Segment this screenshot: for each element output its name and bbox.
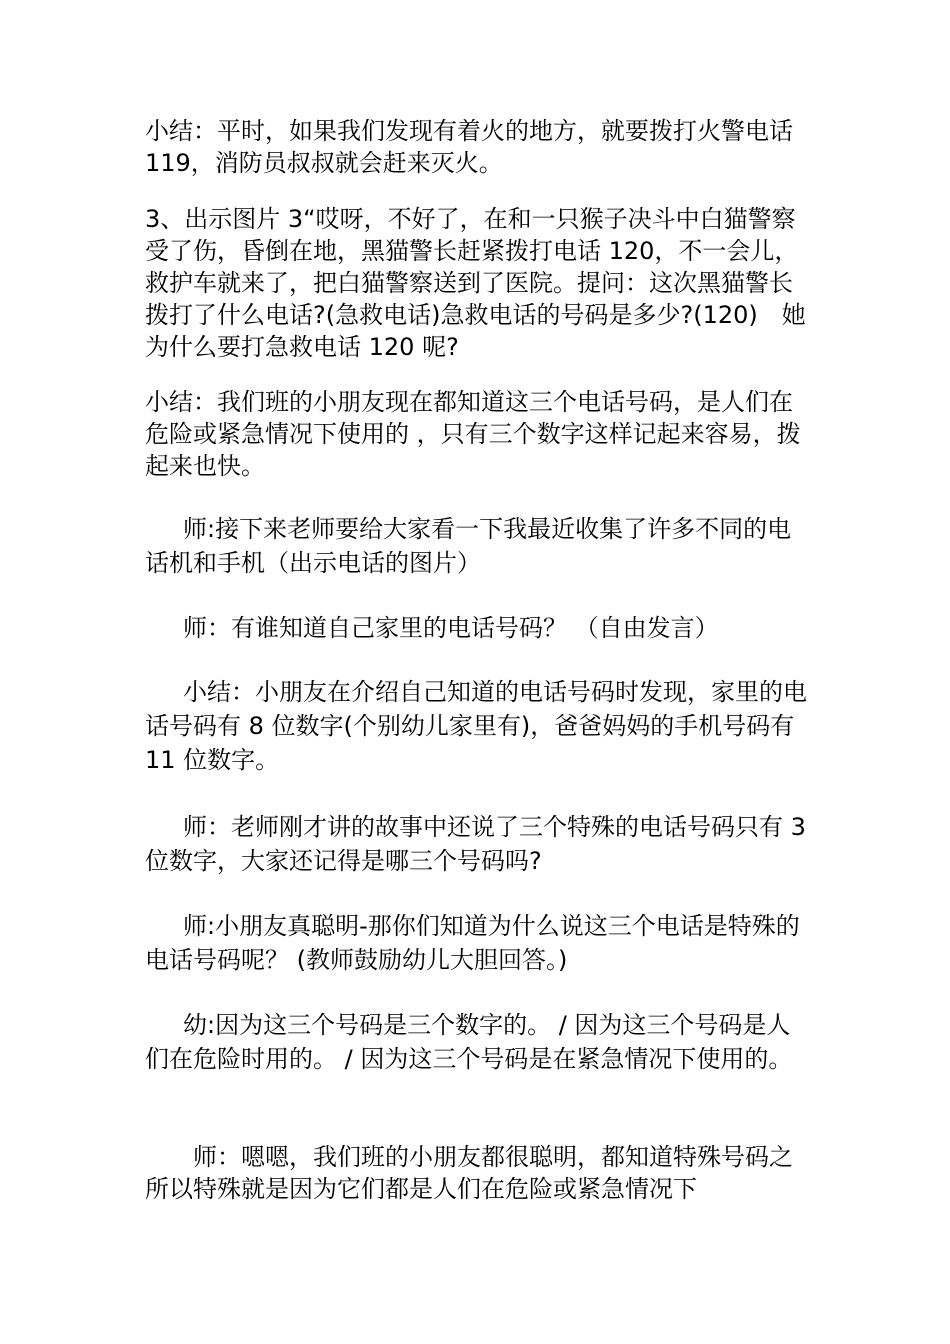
paragraph-summary-fire: 小结：平时，如果我们发现有着火的地方，就要拨打火警电话 119，消防员叔叔就会赶来灭火。: [145, 117, 793, 177]
paragraph-teacher-phones: 师:接下来老师要给大家看一下我最近收集了许多不同的电话机和手机（出示电话的图片）: [145, 515, 792, 577]
paragraph-teacher-conclusion: 师：嗯嗯，我们班的小朋友都很聪明，都知道特殊号码之所以特殊就是因为它们都是人们在危险或紧急情况下: [145, 1143, 793, 1203]
paragraph-summary-three-numbers: 小结：我们班的小朋友现在都知道这三个电话号码，是人们在危险或紧急情况下使用的 ，只有三个数字这样记起来容易，拨起来也快。: [145, 388, 801, 480]
paragraph-summary-digits: 小结：小朋友在介绍自己知道的电话号码时发现，家里的电话号码有 8 位数字(个别幼儿家里有)，爸爸妈妈的手机号码有 11 位数字。: [145, 678, 807, 774]
paragraph-teacher-special-numbers: 师：老师刚才讲的故事中还说了三个特殊的电话号码只有 3 位数字，大家还记得是哪三个号码吗?: [145, 813, 806, 875]
paragraph-picture-3: 3、出示图片 3“哎呀，不好了，在和一只猴子决斗中白猫警察受了伤，昏倒在地，黑猫警长赶紧拨打电话 120，不一会儿，救护车就来了，把白猫警察送到了医院。提问：这次黑猫警长拨打了什么电话?(急救电话)急救电话的号码是多少?(120) 她为什么要打急救电话 120 呢?: [145, 205, 806, 361]
paragraph-teacher-why-special: 师:小朋友真聪明-那你们知道为什么说这三个电话是特殊的电话号码呢？ (教师鼓励幼儿大胆回答。): [145, 912, 800, 974]
paragraph-teacher-question: 师：有谁知道自己家里的电话号码？ （自由发言）: [183, 614, 719, 642]
paragraph-child-answers: 幼:因为这三个号码是三个数字的。 / 因为这三个号码是人们在危险时用的。 / 因为这三个号码是在紧急情况下使用的。: [145, 1011, 793, 1073]
